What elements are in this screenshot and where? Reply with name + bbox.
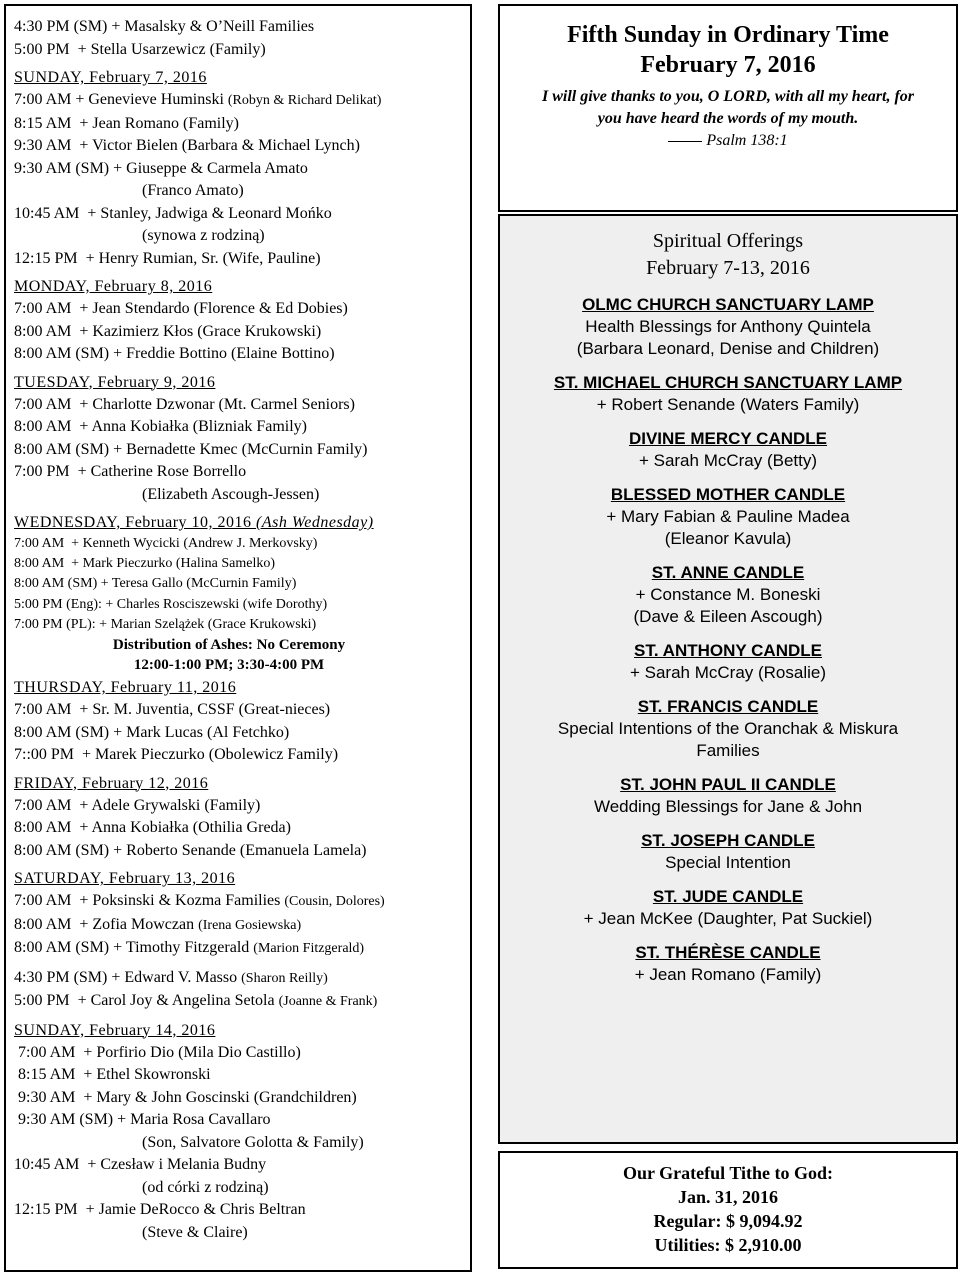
candle-item bbox=[500, 640, 956, 684]
mass-line bbox=[14, 914, 470, 938]
mass-line-offerer: (Cousin, Dolores) bbox=[284, 894, 385, 910]
offerings-dates: February 7-13, 2016 bbox=[646, 257, 810, 279]
mass-line-offerer: (Son, Salvatore Golotta & Family) bbox=[142, 1133, 364, 1151]
day-heading-text: WEDNESDAY, February 10, 2016 bbox=[14, 514, 257, 531]
candle-item bbox=[500, 830, 956, 874]
mass-line bbox=[14, 890, 470, 914]
candle-heading: ST. JOSEPH CANDLE bbox=[641, 831, 815, 850]
day-heading-sunday-feb-14: SUNDAY, February 14, 2016 bbox=[14, 1021, 216, 1039]
mass-line bbox=[14, 967, 470, 991]
candle-intention: Special Intention bbox=[665, 853, 791, 872]
mass-line-offerer: (Marion Fitzgerald) bbox=[253, 941, 365, 957]
day-heading-thursday: THURSDAY, February 11, 2016 bbox=[14, 679, 237, 697]
candle-intention: + Mary Fabian & Pauline Madea bbox=[606, 507, 850, 526]
liturgy-title bbox=[500, 20, 956, 80]
candle-heading: ST. FRANCIS CANDLE bbox=[637, 697, 819, 716]
candle-intention: + Jean Romano (Family) bbox=[634, 965, 822, 984]
mass-line-offerer: (Steve & Claire) bbox=[142, 1223, 248, 1241]
candle-intention: + Sarah McCray (Rosalie) bbox=[629, 663, 827, 682]
tithe-box bbox=[498, 1151, 958, 1269]
mass-line: 8:00 AM (SM) + Roberto Senande (Emanuela Lamela) bbox=[14, 841, 367, 859]
day-heading-saturday: SATURDAY, February 13, 2016 bbox=[14, 870, 236, 888]
candle-heading: ST. THÉRÈSE CANDLE bbox=[635, 943, 821, 962]
offerings-title: Spiritual Offerings bbox=[652, 230, 804, 252]
mass-line: 7:00 AM + Kenneth Wycicki (Andrew J. Merkovsky) bbox=[14, 536, 318, 551]
scripture-quote-line: you have heard the words of my mouth. bbox=[597, 110, 859, 127]
spiritual-offerings-panel bbox=[498, 214, 958, 1144]
mass-line bbox=[14, 990, 470, 1014]
mass-line: 9:30 AM (SM) + Giuseppe & Carmela Amato bbox=[14, 159, 308, 177]
mass-line-text: 8:00 AM + Zofia Mowczan bbox=[14, 915, 199, 933]
ash-wednesday-label: (Ash Wednesday) bbox=[256, 514, 374, 531]
day-heading-tuesday: TUESDAY, February 9, 2016 bbox=[14, 373, 216, 391]
candle-intention: (Dave & Eileen Ascough) bbox=[633, 607, 823, 626]
tithe-title: Our Grateful Tithe to God: bbox=[622, 1163, 833, 1183]
candle-intention: + Constance M. Boneski bbox=[635, 585, 821, 604]
mass-line: 8:00 AM (SM) + Teresa Gallo (McCurnin Family) bbox=[14, 576, 297, 592]
mass-line: 7:00 PM + Catherine Rose Borrello bbox=[14, 463, 247, 480]
mass-line-offerer: (Irena Gosiewska) bbox=[198, 917, 302, 933]
day-heading-wednesday bbox=[14, 512, 470, 534]
scripture-quote bbox=[500, 86, 956, 130]
mass-line: 5:00 PM (Eng): + Charles Rosciszewski (wife Dorothy) bbox=[14, 596, 328, 612]
day-heading-sunday-feb-7: SUNDAY, February 7, 2016 bbox=[14, 69, 207, 86]
scripture-quote-line: I will give thanks to you, O LORD, with all my heart, for bbox=[541, 88, 915, 105]
mass-line: 7:00 AM + Charlotte Dzwonar (Mt. Carmel Seniors) bbox=[14, 395, 355, 413]
mass-line-text: 7:00 AM + Genevieve Huminski bbox=[14, 91, 228, 108]
candle-intention: + Robert Senande (Waters Family) bbox=[596, 395, 860, 414]
mass-line: 10:45 AM + Stanley, Jadwiga & Leonard Mońko bbox=[14, 204, 332, 222]
candle-intention: (Eleanor Kavula) bbox=[664, 529, 792, 548]
candle-item bbox=[500, 696, 956, 762]
candle-intention: Health Blessings for Anthony Quintela bbox=[585, 317, 871, 336]
candle-heading: OLMC CHURCH SANCTUARY LAMP bbox=[582, 295, 874, 314]
mass-line-text: 4:30 PM (SM) + Edward V. Masso bbox=[14, 968, 242, 986]
candle-heading: ST. MICHAEL CHURCH SANCTUARY LAMP bbox=[553, 373, 903, 392]
candle-intention: + Sarah McCray (Betty) bbox=[638, 451, 818, 470]
candle-intention: Wedding Blessings for Jane & John bbox=[593, 797, 863, 816]
candle-item bbox=[500, 886, 956, 930]
candle-intention: Families bbox=[696, 741, 760, 760]
mass-line: 8:00 AM + Kazimierz Kłos (Grace Krukowski) bbox=[14, 322, 322, 340]
mass-line-offerer: (Sharon Reilly) bbox=[241, 970, 328, 986]
citation-dash bbox=[668, 141, 702, 142]
tithe-regular: Regular: $ 9,094.92 bbox=[653, 1211, 803, 1231]
candle-heading: ST. ANTHONY CANDLE bbox=[634, 641, 822, 660]
candle-item bbox=[500, 942, 956, 986]
mass-line bbox=[14, 937, 470, 961]
mass-line: 7:00 AM + Sr. M. Juventia, CSSF (Great-nieces) bbox=[14, 701, 331, 719]
mass-line: 5:00 PM + Stella Usarzewicz (Family) bbox=[14, 40, 266, 58]
candle-intention: Special Intentions of the Oranchak & Miskura bbox=[557, 719, 899, 738]
mass-line-offerer: (od córki z rodziną) bbox=[142, 1178, 269, 1196]
mass-line-offerer: (Franco Amato) bbox=[142, 182, 244, 199]
candle-item bbox=[500, 774, 956, 818]
citation-text: Psalm 138:1 bbox=[706, 132, 788, 149]
mass-line: 12:15 PM + Henry Rumian, Sr. (Wife, Pauline) bbox=[14, 249, 321, 267]
day-heading-monday: MONDAY, February 8, 2016 bbox=[14, 278, 213, 295]
scripture-citation bbox=[500, 130, 956, 152]
mass-line: 8:15 AM + Ethel Skowronski bbox=[14, 1066, 211, 1084]
candle-heading: ST. JUDE CANDLE bbox=[652, 887, 804, 906]
ashes-times: 12:00-1:00 PM; 3:30-4:00 PM bbox=[133, 657, 325, 674]
mass-line-text: 7:00 AM + Poksinski & Kozma Families bbox=[14, 892, 285, 910]
mass-line: 7::00 PM + Marek Pieczurko (Obolewicz Family) bbox=[14, 746, 339, 764]
liturgy-date: February 7, 2016 bbox=[640, 52, 816, 78]
mass-line bbox=[14, 89, 470, 113]
day-heading-friday: FRIDAY, February 12, 2016 bbox=[14, 774, 209, 792]
mass-line-offerer: (Robyn & Richard Delikat) bbox=[227, 93, 382, 108]
mass-line: 7:00 AM + Porfirio Dio (Mila Dio Castillo) bbox=[14, 1043, 301, 1061]
mass-line-offerer: (synowa z rodziną) bbox=[142, 227, 265, 244]
mass-line: 9:30 AM (SM) + Maria Rosa Cavallaro bbox=[14, 1111, 271, 1129]
mass-line: 10:45 AM + Czesław i Melania Budny bbox=[14, 1156, 267, 1174]
candle-heading: ST. ANNE CANDLE bbox=[651, 563, 805, 582]
mass-intentions-panel bbox=[4, 4, 472, 1272]
mass-line: 9:30 AM + Mary & John Goscinski (Grandchildren) bbox=[14, 1088, 357, 1106]
mass-line: 9:30 AM + Victor Bielen (Barbara & Michael Lynch) bbox=[14, 137, 360, 154]
mass-line: 8:15 AM + Jean Romano (Family) bbox=[14, 114, 240, 132]
liturgy-header-box bbox=[498, 4, 958, 212]
candle-intention: (Barbara Leonard, Denise and Children) bbox=[576, 339, 880, 358]
mass-line: 4:30 PM (SM) + Masalsky & O’Neill Families bbox=[14, 18, 315, 35]
mass-line: 8:00 AM + Anna Kobiałka (Othilia Greda) bbox=[14, 819, 291, 837]
candle-list bbox=[500, 294, 956, 986]
candle-item bbox=[500, 428, 956, 472]
mass-line-offerer: (Elizabeth Ascough-Jessen) bbox=[142, 485, 320, 503]
candle-item bbox=[500, 372, 956, 416]
mass-line-offerer: (Joanne & Frank) bbox=[278, 994, 378, 1010]
candle-heading: DIVINE MERCY CANDLE bbox=[628, 429, 828, 448]
candle-item bbox=[500, 484, 956, 550]
liturgy-title-text: Fifth Sunday in Ordinary Time bbox=[567, 22, 889, 48]
tithe-utilities: Utilities: $ 2,910.00 bbox=[654, 1235, 802, 1255]
candle-heading: ST. JOHN PAUL II CANDLE bbox=[620, 775, 836, 794]
candle-heading: BLESSED MOTHER CANDLE bbox=[610, 485, 846, 504]
mass-line-text: 8:00 AM (SM) + Timothy Fitzgerald bbox=[14, 939, 254, 957]
mass-line: 8:00 AM + Mark Pieczurko (Halina Samelko) bbox=[14, 556, 276, 572]
ashes-notice: Distribution of Ashes: No Ceremony bbox=[112, 637, 346, 654]
mass-line: 8:00 AM + Anna Kobiałka (Blizniak Family) bbox=[14, 418, 307, 435]
candle-item bbox=[500, 562, 956, 628]
mass-line: 12:15 PM + Jamie DeRocco & Chris Beltran bbox=[14, 1201, 306, 1219]
mass-line: 7:00 AM + Jean Stendardo (Florence & Ed Dobies) bbox=[14, 300, 348, 317]
mass-line: 8:00 AM (SM) + Mark Lucas (Al Fetchko) bbox=[14, 723, 290, 741]
candle-item bbox=[500, 294, 956, 360]
mass-line-text: 5:00 PM + Carol Joy & Angelina Setola bbox=[14, 992, 279, 1010]
candle-intention: + Jean McKee (Daughter, Pat Suckiel) bbox=[583, 909, 873, 928]
mass-line: 7:00 PM (PL): + Marian Szelążek (Grace Krukowski) bbox=[14, 616, 317, 632]
mass-line: 8:00 AM (SM) + Bernadette Kmec (McCurnin Family) bbox=[14, 440, 368, 458]
mass-line: 8:00 AM (SM) + Freddie Bottino (Elaine Bottino) bbox=[14, 345, 335, 362]
mass-line: 7:00 AM + Adele Grywalski (Family) bbox=[14, 796, 261, 814]
tithe-date: Jan. 31, 2016 bbox=[677, 1187, 778, 1207]
